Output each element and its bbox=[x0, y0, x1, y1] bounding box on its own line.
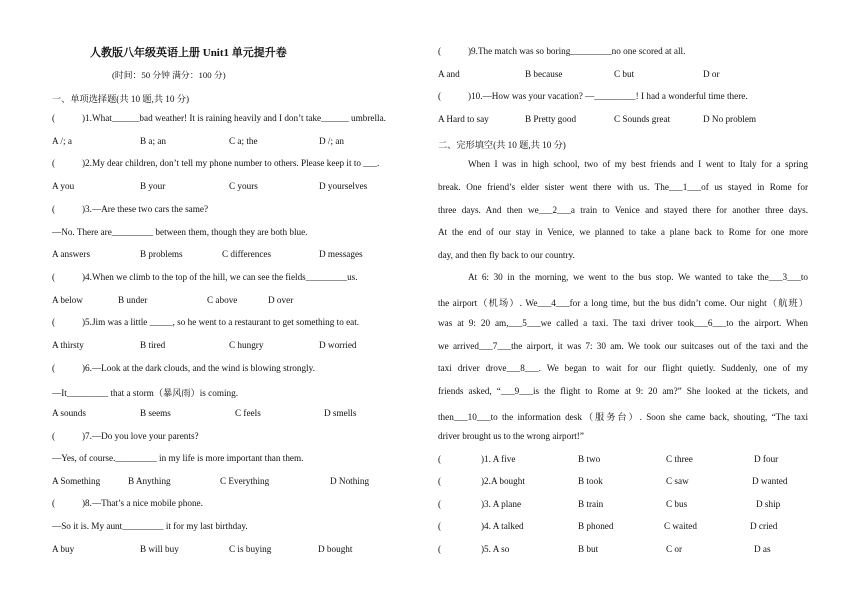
question-10: ( )10.—How was your vacation? —_________! I had a wonderful time there. bbox=[438, 91, 748, 101]
option-b[interactable]: B Anything bbox=[128, 476, 171, 486]
options-row bbox=[52, 249, 420, 261]
option-b[interactable]: B tired bbox=[140, 340, 166, 350]
option-d[interactable]: D bought bbox=[318, 544, 353, 554]
question-stem: )3.—Are these two cars the same? bbox=[82, 204, 209, 214]
option-c[interactable]: C Everything bbox=[220, 476, 270, 486]
passage-line: taxi driver drove___8___. We began to wait for our flight quietly. Suddenly, one of my bbox=[438, 363, 808, 373]
passage-line: driver brought us to the wrong airport!” bbox=[438, 431, 584, 441]
option-b[interactable]: B problems bbox=[140, 249, 183, 259]
passage-line: the airport（机场）. We___4___for a long time, but the bus didn’t come. Our night（航班） bbox=[438, 298, 808, 308]
question-line2: —So it is. My aunt_________ it for my last birthday. bbox=[52, 521, 248, 531]
question-stem: )2.My dear children, don’t tell my phone number to others. Please keep it to ___. bbox=[82, 158, 380, 168]
question-9: ( )9.The match was so boring_________no one scored at all. bbox=[438, 46, 686, 56]
options-row bbox=[438, 114, 810, 126]
cloze-stem[interactable]: )1. A five bbox=[481, 454, 516, 464]
option-c[interactable]: C yours bbox=[229, 181, 258, 191]
option-b[interactable]: B phoned bbox=[578, 521, 614, 531]
question-stem: )8.—That’s a nice mobile phone. bbox=[82, 498, 203, 508]
option-c[interactable]: C hungry bbox=[229, 340, 264, 350]
options-row bbox=[52, 544, 420, 556]
option-d[interactable]: D smells bbox=[324, 408, 357, 418]
passage-line: friends asked, “___9___is the flight to Rome at 9: 20 am?” She looked at the tickets, and bbox=[438, 386, 808, 396]
question-stem: )4.When we climb to the top of the hill, we can see the fields_________us. bbox=[82, 272, 358, 282]
option-b[interactable]: B your bbox=[140, 181, 166, 191]
option-b[interactable]: B took bbox=[578, 476, 603, 486]
option-b[interactable]: B a; an bbox=[140, 136, 167, 146]
option-c[interactable]: C bus bbox=[666, 499, 688, 509]
options-row bbox=[52, 408, 420, 420]
question-stem: )7.—Do you love your parents? bbox=[82, 431, 199, 441]
option-b[interactable]: B under bbox=[118, 295, 148, 305]
option-c[interactable]: C is buying bbox=[229, 544, 272, 554]
option-b[interactable]: B but bbox=[578, 544, 599, 554]
question-line2: —Yes, of course._________ in my life is more important than them. bbox=[52, 453, 304, 463]
passage-line: was at 9: 20 am,___5___we called a taxi. The taxi driver took___6___to the airport. When bbox=[438, 318, 808, 328]
option-a[interactable]: A Something bbox=[52, 476, 101, 486]
cloze-stem[interactable]: )5. A so bbox=[481, 544, 510, 554]
options-row bbox=[52, 136, 420, 148]
option-d[interactable]: D or bbox=[703, 69, 720, 79]
option-d[interactable]: D cried bbox=[750, 521, 778, 531]
passage-line: three days. And then we___2___a train to Venice and stayed there for another three days. bbox=[438, 205, 808, 215]
question-3: ( )3.—Are these two cars the same? bbox=[52, 204, 209, 214]
question-4: ( )4.When we climb to the top of the hill, we can see the fields_________us. bbox=[52, 272, 358, 282]
option-d[interactable]: D four bbox=[754, 454, 779, 464]
question-line2: —No. There are_________ between them, though they are both blue. bbox=[52, 227, 308, 237]
question-stem: )9.The match was so boring_________no one scored at all. bbox=[468, 46, 686, 56]
options-row bbox=[52, 476, 420, 488]
passage-line: day, and then fly back to our country. bbox=[438, 250, 575, 260]
option-b[interactable]: B two bbox=[578, 454, 601, 464]
option-c[interactable]: C above bbox=[207, 295, 238, 305]
question-2: ( )2.My dear children, don’t tell my phone number to others. Please keep it to ___. bbox=[52, 158, 380, 168]
question-5: ( )5.Jim was a little _____, so he went to a restaurant to get something to eat. bbox=[52, 317, 360, 327]
option-d[interactable]: D messages bbox=[319, 249, 363, 259]
option-c[interactable]: C three bbox=[666, 454, 693, 464]
option-c[interactable]: C a; the bbox=[229, 136, 258, 146]
option-a[interactable]: A below bbox=[52, 295, 83, 305]
option-b[interactable]: B seems bbox=[140, 408, 171, 418]
question-7: ( )7.—Do you love your parents? bbox=[52, 431, 199, 441]
option-c[interactable]: C but bbox=[614, 69, 635, 79]
question-stem: )6.—Look at the dark clouds, and the wind is blowing strongly. bbox=[82, 363, 315, 373]
option-c[interactable]: C saw bbox=[666, 476, 689, 486]
option-c[interactable]: C or bbox=[666, 544, 683, 554]
passage-line: we arrived___7___the airport, it was 7: 30 am. We took our suitcases out of the taxi and the bbox=[438, 341, 808, 351]
option-a[interactable]: A thirsty bbox=[52, 340, 84, 350]
section2-heading: 二、完形填空(共 10 题,共 10 分) bbox=[438, 140, 566, 150]
option-b[interactable]: B because bbox=[525, 69, 563, 79]
option-a[interactable]: A you bbox=[52, 181, 75, 191]
option-d[interactable]: D /; an bbox=[319, 136, 345, 146]
cloze-question-2: ( )2.A bought B took C saw D wanted bbox=[438, 476, 788, 486]
passage-line: When I was in high school, two of my best friends and I went to Italy for a spring bbox=[468, 159, 808, 169]
options-row bbox=[52, 181, 420, 193]
option-c[interactable]: C differences bbox=[222, 249, 272, 259]
cloze-stem[interactable]: )3. A plane bbox=[481, 499, 522, 509]
question-6: ( )6.—Look at the dark clouds, and the wind is blowing strongly. bbox=[52, 363, 315, 373]
question-stem: )10.—How was your vacation? —_________! I had a wonderful time there. bbox=[468, 91, 748, 101]
option-d[interactable]: D as bbox=[754, 544, 771, 554]
option-d[interactable]: D worried bbox=[319, 340, 357, 350]
option-d[interactable]: D No problem bbox=[703, 114, 757, 124]
option-a[interactable]: A buy bbox=[52, 544, 75, 554]
options-row bbox=[52, 340, 420, 352]
option-c[interactable]: C Sounds great bbox=[614, 114, 671, 124]
question-stem: )5.Jim was a little _____, so he went to a restaurant to get something to eat. bbox=[82, 317, 360, 327]
option-a[interactable]: A Hard to say bbox=[438, 114, 489, 124]
question-line2: —It_________ that a storm（暴风雨）is coming. bbox=[52, 388, 239, 398]
options-row bbox=[438, 69, 810, 81]
option-d[interactable]: D ship bbox=[756, 499, 781, 509]
option-b[interactable]: B train bbox=[578, 499, 604, 509]
section1-heading: 一、单项选择题(共 10 题,共 10 分) bbox=[52, 94, 190, 104]
cloze-question-5: ( )5. A so B but C or D as bbox=[438, 544, 771, 554]
option-d[interactable]: D Nothing bbox=[330, 476, 370, 486]
passage-line: break. One friend’s elder sister went there with us. The___1___of us stayed in Rome for bbox=[438, 182, 808, 192]
option-a[interactable]: A /; a bbox=[52, 136, 72, 146]
cloze-question-1: ( )1. A five B two C three D four bbox=[438, 454, 779, 464]
question-stem: )1.What______bad weather! It is raining heavily and I don’t take______ umbrella. bbox=[82, 113, 386, 123]
option-d[interactable]: D over bbox=[268, 295, 294, 305]
cloze-question-3: ( )3. A plane B train C bus D ship bbox=[438, 499, 781, 509]
option-a[interactable]: A and bbox=[438, 69, 460, 79]
option-c[interactable]: C waited bbox=[664, 521, 697, 531]
cloze-stem[interactable]: )2.A bought bbox=[481, 476, 525, 486]
passage-line: At 6: 30 in the morning, we went to the bus stop. We wanted to take the___3___to bbox=[468, 272, 808, 282]
cloze-question-4: ( )4. A talked B phoned C waited D cried bbox=[438, 521, 778, 531]
passage-line: then___10___to the information desk（服务台）. Soon she came back, shouting, “The taxi bbox=[438, 412, 808, 422]
passage-line: At the end of our stay in Venice, we planned to take a plane back to Rome for one more bbox=[438, 227, 808, 237]
option-b[interactable]: B Pretty good bbox=[525, 114, 577, 124]
options-row bbox=[52, 295, 420, 307]
cloze-stem[interactable]: )4. A talked bbox=[481, 521, 524, 531]
question-1: ( )1.What______bad weather! It is raining heavily and I don’t take______ umbrella. bbox=[52, 113, 420, 125]
option-d[interactable]: D yourselves bbox=[319, 181, 368, 191]
question-8: ( )8.—That’s a nice mobile phone. bbox=[52, 498, 203, 508]
option-a[interactable]: A answers bbox=[52, 249, 91, 259]
option-d[interactable]: D wanted bbox=[752, 476, 788, 486]
option-c[interactable]: C feels bbox=[235, 408, 261, 418]
option-b[interactable]: B will buy bbox=[140, 544, 179, 554]
exam-meta: (时间：50 分钟 满分：100 分) bbox=[112, 70, 226, 80]
option-a[interactable]: A sounds bbox=[52, 408, 86, 418]
page-title: 人教版八年级英语上册 Unit1 单元提升卷 bbox=[90, 47, 287, 59]
